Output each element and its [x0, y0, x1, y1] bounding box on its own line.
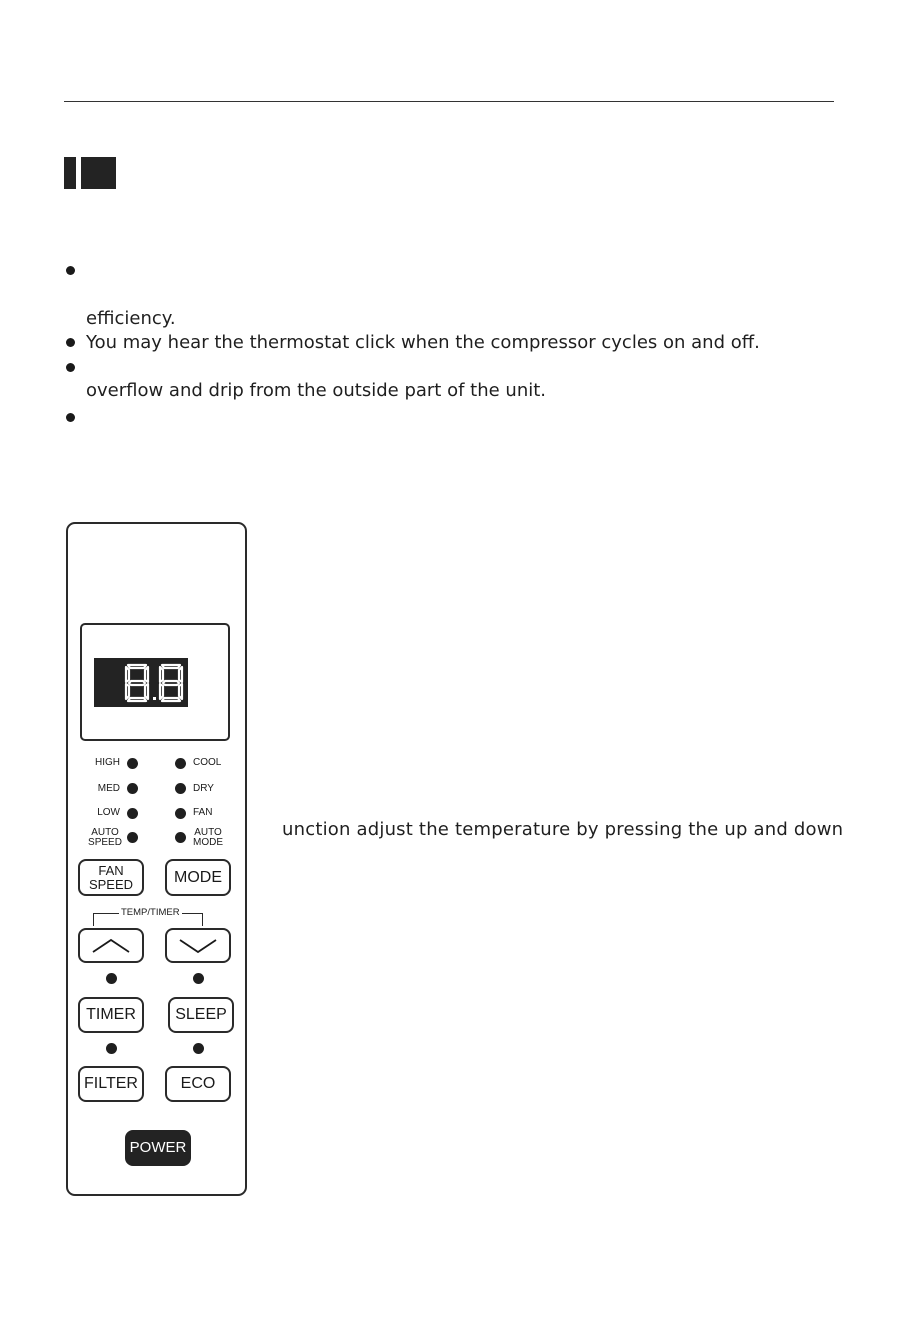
- indicator-high-label: HIGH: [95, 757, 120, 768]
- filter-led: [106, 1043, 117, 1054]
- seven-segment-display: [124, 663, 188, 703]
- indicator-low-label: LOW: [97, 807, 120, 818]
- bullet-icon: [66, 413, 75, 422]
- temp-down-button[interactable]: [165, 928, 231, 963]
- indicator-dry-led: [175, 783, 186, 794]
- indicator-auto-speed-led: [127, 832, 138, 843]
- down-arrow-icon: [178, 938, 218, 954]
- indicator-cool-led: [175, 758, 186, 769]
- eco-button[interactable]: ECO: [165, 1066, 231, 1102]
- indicator-fan-led: [175, 808, 186, 819]
- section-marker-large: [81, 157, 116, 189]
- header-rule: [64, 101, 834, 102]
- bullet-2-line-1: You may hear the thermostat click when the compressor cycles on and off.: [86, 332, 760, 353]
- power-button[interactable]: POWER: [125, 1130, 191, 1166]
- eco-led: [193, 1043, 204, 1054]
- indicator-fan-label: FAN: [193, 807, 213, 818]
- auto-mode-line-2: MODE: [193, 837, 223, 848]
- bullet-icon: [66, 363, 75, 372]
- fan-speed-line-1: FAN: [98, 862, 124, 878]
- bullet-icon: [66, 266, 75, 275]
- indicator-auto-speed-label: [80, 828, 130, 848]
- timer-led: [106, 973, 117, 984]
- indicator-low-led: [127, 808, 138, 819]
- section-marker-small: [64, 157, 76, 189]
- sleep-button[interactable]: SLEEP: [168, 997, 234, 1033]
- sleep-led: [193, 973, 204, 984]
- auto-speed-line-1: AUTO: [91, 827, 119, 838]
- auto-speed-line-2: SPEED: [88, 837, 122, 848]
- mode-button[interactable]: MODE: [165, 859, 231, 896]
- indicator-high-led: [127, 758, 138, 769]
- indicator-dry-label: DRY: [193, 783, 214, 794]
- indicator-med-led: [127, 783, 138, 794]
- fan-speed-line-2: SPEED: [88, 876, 134, 892]
- indicator-med-label: MED: [97, 783, 120, 794]
- bullet-3-line-2: overflow and drip from the outside part of the unit.: [86, 380, 547, 401]
- indicator-cool-label: COOL: [193, 757, 222, 768]
- indicator-auto-mode-label: [190, 828, 226, 848]
- bullet-icon: [66, 338, 75, 347]
- function-description: unction adjust the temperature by pressing the up and down: [282, 819, 844, 840]
- timer-button[interactable]: TIMER: [78, 997, 144, 1033]
- up-arrow-icon: [91, 938, 131, 954]
- indicator-auto-mode-led: [175, 832, 186, 843]
- bullet-1-line-2: efficiency.: [86, 308, 176, 329]
- auto-mode-line-1: AUTO: [194, 827, 222, 838]
- fan-speed-button[interactable]: [78, 859, 144, 896]
- temp-timer-label: TEMP/TIMER: [121, 907, 180, 918]
- temp-up-button[interactable]: [78, 928, 144, 963]
- filter-button[interactable]: FILTER: [78, 1066, 144, 1102]
